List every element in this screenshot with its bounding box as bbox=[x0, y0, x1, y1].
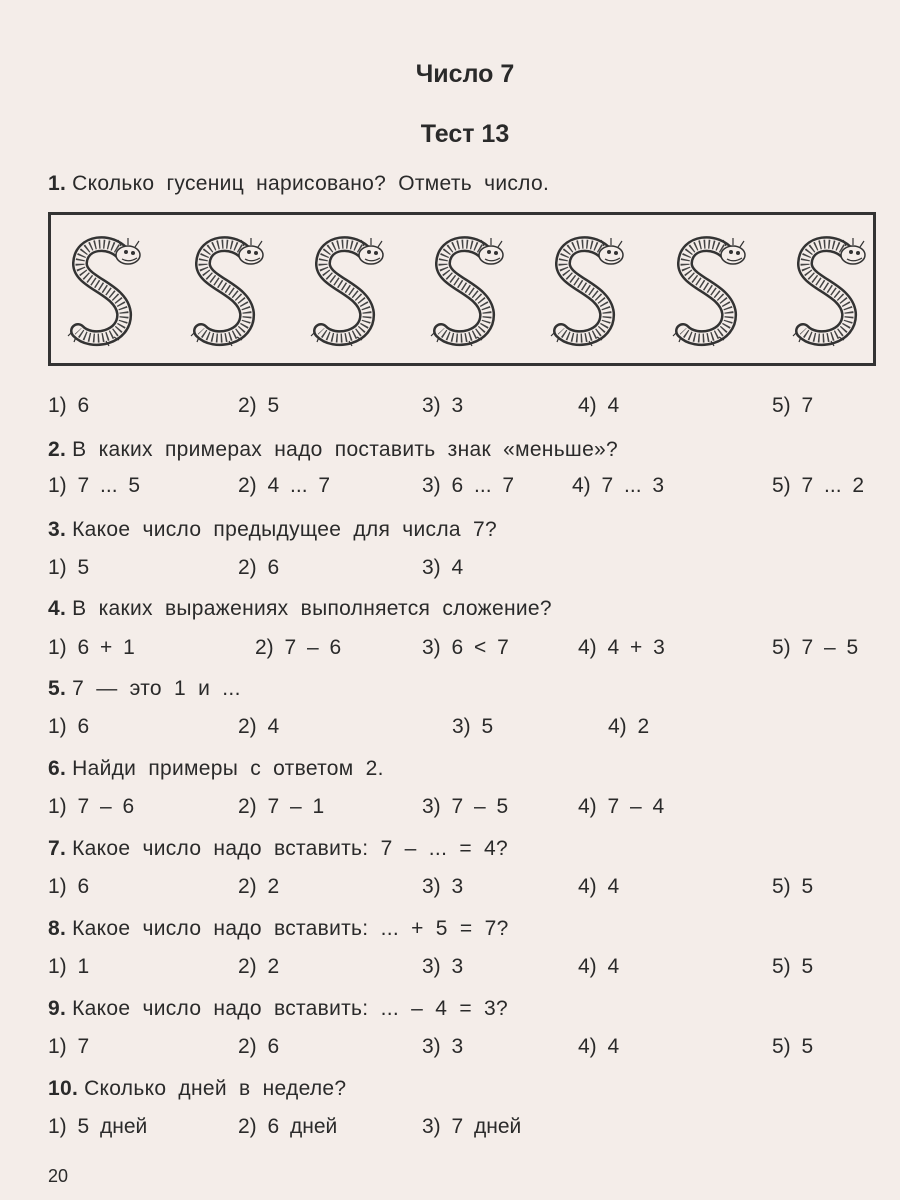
question-text: 7 — это 1 и ... bbox=[72, 677, 241, 700]
question-text: Найди примеры с ответом 2. bbox=[72, 757, 384, 780]
caterpillar-icon bbox=[791, 233, 871, 353]
answer-options bbox=[0, 556, 900, 582]
question-text: Какое число надо вставить: 7 – ... = 4? bbox=[72, 837, 508, 860]
question-number: 7. bbox=[48, 837, 67, 860]
question-number: 4. bbox=[48, 597, 67, 620]
answer-option[interactable]: 1) 6 + 1 bbox=[48, 636, 135, 659]
caterpillar-icon bbox=[549, 233, 629, 353]
question-number: 10. bbox=[48, 1077, 79, 1100]
answer-option[interactable]: 2) 4 ... 7 bbox=[238, 474, 331, 497]
answer-option[interactable]: 1) 6 bbox=[48, 875, 90, 898]
question-text: Сколько дней в неделе? bbox=[84, 1077, 347, 1100]
answer-options bbox=[0, 1115, 900, 1141]
answer-option[interactable]: 5) 7 bbox=[772, 394, 814, 417]
answer-option[interactable]: 1) 6 bbox=[48, 394, 90, 417]
question-1 bbox=[48, 172, 549, 196]
caterpillar-icon bbox=[429, 233, 509, 353]
answer-option[interactable]: 1) 7 bbox=[48, 1035, 90, 1058]
question-6 bbox=[48, 757, 384, 781]
caterpillar-picture bbox=[48, 212, 876, 366]
page-number: 20 bbox=[48, 1166, 69, 1186]
question-text: В каких выражениях выполняется сложение? bbox=[72, 597, 552, 620]
answer-options bbox=[0, 1035, 900, 1061]
answer-option[interactable]: 4) 4 bbox=[578, 1035, 620, 1058]
answer-option[interactable]: 4) 7 – 4 bbox=[578, 795, 665, 818]
answer-option[interactable]: 1) 7 ... 5 bbox=[48, 474, 141, 497]
answer-option[interactable]: 2) 6 bbox=[238, 1035, 280, 1058]
answer-option[interactable]: 2) 6 дней bbox=[238, 1115, 338, 1138]
question-8 bbox=[48, 917, 509, 941]
answer-option[interactable]: 1) 5 дней bbox=[48, 1115, 148, 1138]
answer-option[interactable]: 5) 7 ... 2 bbox=[772, 474, 865, 497]
answer-option[interactable]: 3) 6 ... 7 bbox=[422, 474, 515, 497]
answer-option[interactable]: 3) 3 bbox=[422, 1035, 464, 1058]
question-4 bbox=[48, 597, 552, 621]
answer-option[interactable]: 2) 6 bbox=[238, 556, 280, 579]
question-text: Какое число надо вставить: ... – 4 = 3? bbox=[72, 997, 508, 1020]
answer-option[interactable]: 3) 4 bbox=[422, 556, 464, 579]
question-9 bbox=[48, 997, 508, 1021]
answer-option[interactable]: 5) 5 bbox=[772, 1035, 814, 1058]
answer-option[interactable]: 3) 3 bbox=[422, 875, 464, 898]
answer-option[interactable]: 1) 1 bbox=[48, 955, 90, 978]
answer-options bbox=[0, 875, 900, 901]
question-7 bbox=[48, 837, 508, 861]
question-5 bbox=[48, 677, 241, 701]
question-text: Какое число надо вставить: ... + 5 = 7? bbox=[72, 917, 509, 940]
answer-option[interactable]: 1) 7 – 6 bbox=[48, 795, 135, 818]
answer-option[interactable]: 2) 5 bbox=[238, 394, 280, 417]
question-number: 9. bbox=[48, 997, 67, 1020]
answer-option[interactable]: 3) 7 – 5 bbox=[422, 795, 509, 818]
question-number: 2. bbox=[48, 438, 67, 461]
question-text: Какое число предыдущее для числа 7? bbox=[72, 518, 497, 541]
question-number: 8. bbox=[48, 917, 67, 940]
answer-option[interactable]: 1) 5 bbox=[48, 556, 90, 579]
answer-option[interactable]: 4) 4 bbox=[578, 955, 620, 978]
test-title: Тест 13 bbox=[420, 120, 510, 148]
answer-option[interactable]: 2) 2 bbox=[238, 955, 280, 978]
question-number: 6. bbox=[48, 757, 67, 780]
answer-options bbox=[0, 636, 900, 662]
question-2 bbox=[48, 438, 618, 462]
caterpillar-icon bbox=[66, 233, 146, 353]
answer-options bbox=[0, 955, 900, 981]
answer-option[interactable]: 4) 7 ... 3 bbox=[572, 474, 665, 497]
answer-options bbox=[0, 715, 900, 741]
answer-option[interactable]: 2) 2 bbox=[238, 875, 280, 898]
answer-option[interactable]: 3) 6 < 7 bbox=[422, 636, 509, 659]
answer-option[interactable]: 3) 7 дней bbox=[422, 1115, 522, 1138]
answer-option[interactable]: 3) 3 bbox=[422, 394, 464, 417]
answer-option[interactable]: 1) 6 bbox=[48, 715, 90, 738]
answer-options bbox=[0, 474, 900, 500]
answer-option[interactable]: 4) 4 bbox=[578, 394, 620, 417]
question-text: В каких примерах надо поставить знак «меньше»? bbox=[72, 438, 619, 461]
answer-option[interactable]: 2) 4 bbox=[238, 715, 280, 738]
answer-option[interactable]: 2) 7 – 1 bbox=[238, 795, 325, 818]
caterpillar-icon bbox=[189, 233, 269, 353]
page-title: Число 7 bbox=[415, 60, 515, 88]
answer-option[interactable]: 5) 5 bbox=[772, 875, 814, 898]
question-number: 5. bbox=[48, 677, 67, 700]
answer-option[interactable]: 5) 5 bbox=[772, 955, 814, 978]
answer-option[interactable]: 3) 3 bbox=[422, 955, 464, 978]
caterpillar-icon bbox=[309, 233, 389, 353]
answer-option[interactable]: 4) 4 bbox=[578, 875, 620, 898]
answer-option[interactable]: 4) 4 + 3 bbox=[578, 636, 665, 659]
answer-option[interactable]: 5) 7 – 5 bbox=[772, 636, 859, 659]
answer-option[interactable]: 2) 7 – 6 bbox=[255, 636, 342, 659]
question-number: 1. bbox=[48, 172, 67, 195]
question-3 bbox=[48, 518, 497, 542]
answer-options bbox=[0, 795, 900, 821]
answer-options bbox=[0, 394, 900, 420]
question-number: 3. bbox=[48, 518, 67, 541]
question-10 bbox=[48, 1077, 346, 1101]
caterpillar-icon bbox=[671, 233, 751, 353]
answer-option[interactable]: 3) 5 bbox=[452, 715, 494, 738]
answer-option[interactable]: 4) 2 bbox=[608, 715, 650, 738]
question-text: Сколько гусениц нарисовано? Отметь число. bbox=[72, 172, 550, 195]
